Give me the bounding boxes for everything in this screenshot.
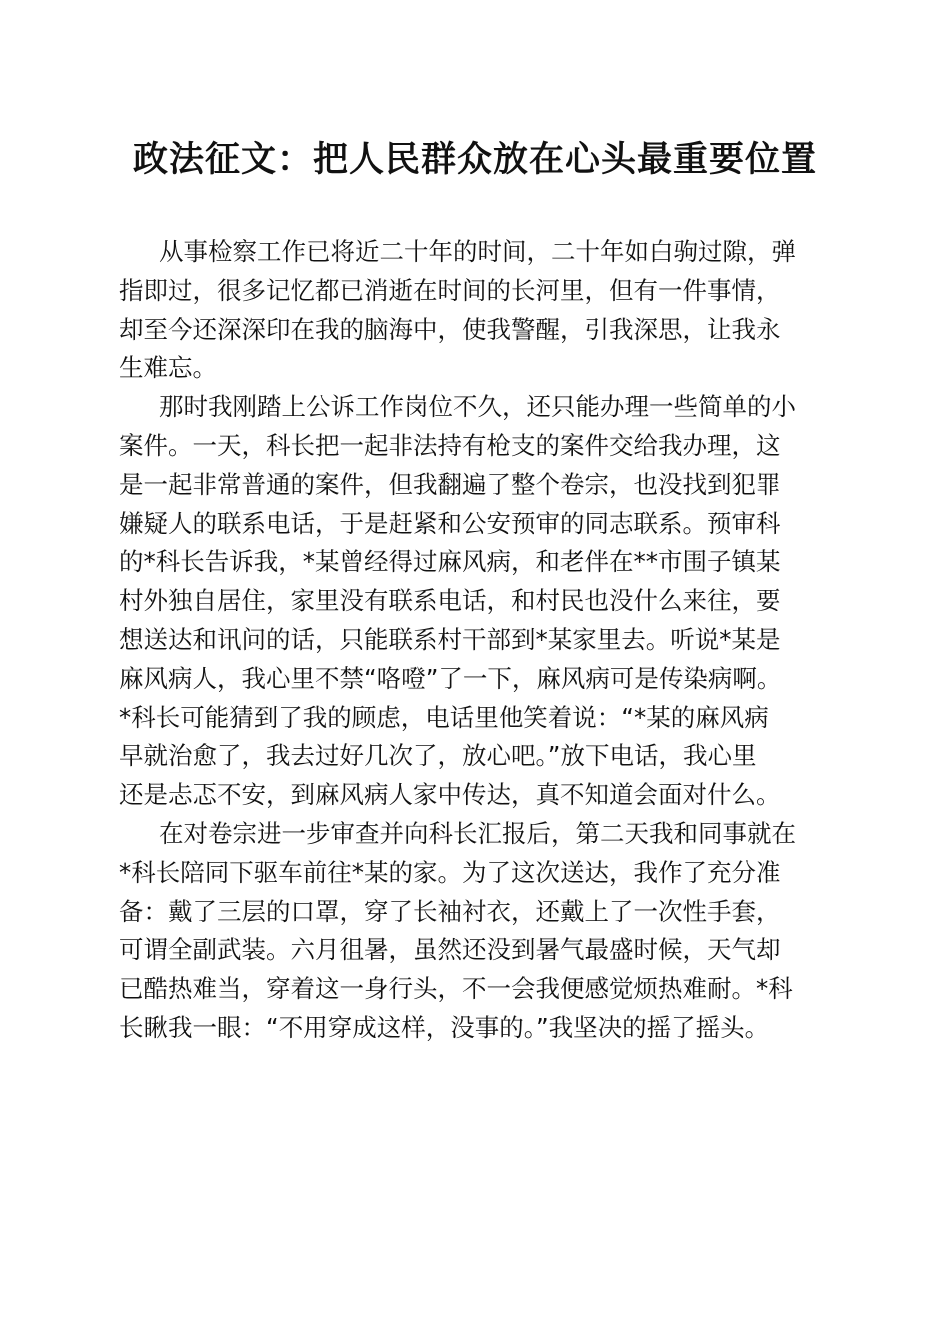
- paragraph-2-line-3: 是一起非常普通的案件，但我翻遍了整个卷宗，也没找到犯罪: [119, 469, 781, 499]
- paragraph-2-line-7: 想送达和讯问的话，只能联系村干部到*某家里去。听说*某是: [119, 624, 781, 654]
- paragraph-2-line-4: 嫌疑人的联系电话，于是赶紧和公安预审的同志联系。预审科: [119, 508, 781, 538]
- paragraph-2-line-8: 麻风病人，我心里不禁“咯噔”了一下，麻风病可是传染病啊。: [119, 663, 782, 693]
- paragraph-3-line-1: 在对卷宗进一步审查并向科长汇报后，第二天我和同事就在: [159, 818, 796, 848]
- paragraph-3-line-5: 已酷热难当，穿着这一身行头，不一会我便感觉烦热难耐。*科: [119, 974, 793, 1004]
- paragraph-2-line-1: 那时我刚踏上公诉工作岗位不久，还只能办理一些简单的小: [159, 392, 796, 422]
- paragraph-3-line-3: 备：戴了三层的口罩，穿了长袖衬衣，还戴上了一次性手套，: [119, 896, 781, 926]
- paragraph-2-line-5: 的*科长告诉我，*某曾经得过麻风病，和老伴在**市围子镇某: [119, 547, 781, 577]
- paragraph-3-line-4: 可谓全副武装。六月徂暑，虽然还没到暑气最盛时候，天气却: [119, 935, 781, 965]
- paragraph-2-line-6: 村外独自居住，家里没有联系电话，和村民也没什么来往，要: [119, 586, 781, 616]
- paragraph-1-line-4: 生难忘。: [119, 353, 217, 383]
- document-body: [119, 233, 859, 1048]
- document-title: 政法征文：把人民群众放在心头最重要位置: [132, 139, 817, 180]
- paragraph-2-line-11: 还是忐忑不安，到麻风病人家中传达，真不知道会面对什么。: [119, 780, 781, 810]
- paragraph-3-line-2: *科长陪同下驱车前往*某的家。为了这次送达，我作了充分准: [119, 857, 781, 887]
- paragraph-2-line-10: 早就治愈了，我去过好几次了，放心吧。”放下电话，我心里: [119, 741, 757, 771]
- paragraph-1-line-2: 指即过，很多记忆都已消逝在时间的长河里，但有一件事情，: [119, 275, 781, 305]
- paragraph-1-line-3: 却至今还深深印在我的脑海中，使我警醒，引我深思，让我永: [119, 314, 781, 344]
- paragraph-1-line-1: 从事检察工作已将近二十年的时间，二十年如白驹过隙，弹: [159, 237, 796, 266]
- paragraph-3-line-6: 长瞅我一眼：“不用穿成这样，没事的。”我坚决的摇了摇头。: [119, 1012, 770, 1042]
- paragraph-2-line-2: 案件。一天，科长把一起非法持有枪支的案件交给我办理，这: [119, 430, 781, 460]
- paragraph-2-line-9: *科长可能猜到了我的顾虑，电话里他笑着说：“*某的麻风病: [119, 702, 769, 732]
